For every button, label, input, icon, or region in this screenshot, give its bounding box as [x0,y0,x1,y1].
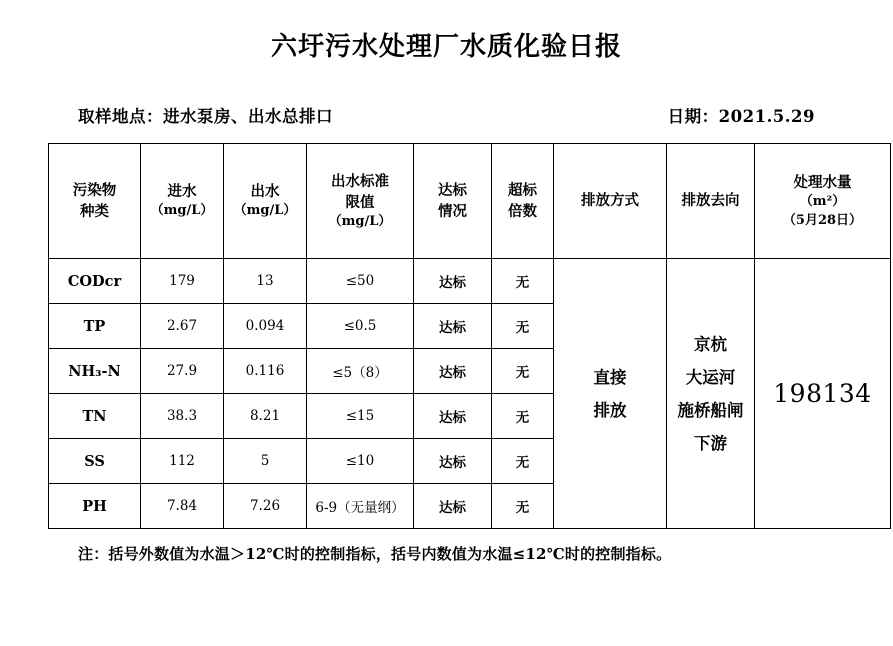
header-influent-unit: （mg/L） [150,203,214,219]
header-discharge-destination: 排放去向 [667,144,755,259]
report-page [0,26,893,646]
cell-limit: ≤15 [307,394,414,439]
cell-exceed: 无 [492,394,554,439]
report-date: 日期：2021.5.29 [667,107,815,126]
header-limit-line2: 限值 [345,193,375,211]
cell-discharge-destination [667,259,755,529]
cell-limit: ≤5（8） [307,349,414,394]
cell-influent: 2.67 [141,304,224,349]
header-influent-line1: 进水 [167,183,197,201]
report-meta [48,103,845,127]
header-discharge-mode: 排放方式 [554,144,667,259]
header-effluent [224,144,307,259]
header-status-line1: 达标 [438,181,467,199]
cell-status: 达标 [414,439,492,484]
cell-influent: 112 [141,439,224,484]
header-treated-volume [755,144,891,259]
header-effluent-line1: 出水 [250,183,280,201]
cell-exceed: 无 [492,439,554,484]
cell-pollutant: TN [49,394,141,439]
header-status [414,144,492,259]
table-body [49,259,891,529]
cell-treated-volume: 198134 [755,259,891,529]
cell-status: 达标 [414,394,492,439]
water-quality-table [48,143,891,529]
table-header [49,144,891,259]
header-limit [307,144,414,259]
cell-status: 达标 [414,349,492,394]
cell-limit: 6-9（无量纲） [307,484,414,529]
cell-pollutant: CODcr [49,259,141,304]
cell-exceed: 无 [492,349,554,394]
cell-pollutant: TP [49,304,141,349]
cell-influent: 27.9 [141,349,224,394]
cell-limit: ≤0.5 [307,304,414,349]
cell-limit: ≤50 [307,259,414,304]
cell-exceed: 无 [492,484,554,529]
discharge-dest-line1: 京杭 [694,334,727,354]
cell-status: 达标 [414,259,492,304]
discharge-dest-line3: 施桥船闸 [677,400,744,420]
sampling-location: 取样地点：进水泵房、出水总排口 [78,107,333,126]
header-exceed [492,144,554,259]
header-volume-line1: 处理水量 [793,173,852,191]
cell-status: 达标 [414,484,492,529]
header-limit-line1: 出水标准 [331,172,389,190]
discharge-mode-line2: 排放 [593,400,627,420]
cell-effluent: 0.094 [224,304,307,349]
header-exceed-line2: 倍数 [508,203,537,220]
header-effluent-unit: （mg/L） [233,203,297,219]
cell-limit: ≤10 [307,439,414,484]
cell-influent: 179 [141,259,224,304]
table-header-row [49,144,891,259]
header-status-line2: 情况 [438,203,467,220]
discharge-mode-line1: 直接 [593,367,627,387]
cell-status: 达标 [414,304,492,349]
cell-pollutant: NH₃-N [49,349,141,394]
header-volume-line3: （5月28日） [782,212,863,228]
header-exceed-line1: 超标 [508,181,537,199]
cell-effluent: 7.26 [224,484,307,529]
table-footnote: 注：括号外数值为水温＞12℃时的控制指标，括号内数值为水温≤12℃时的控制指标。 [78,545,672,563]
header-pollutant-line1: 污染物 [72,181,117,199]
cell-influent: 7.84 [141,484,224,529]
page-title: 六圩污水处理厂水质化验日报 [270,32,622,62]
cell-pollutant: SS [49,439,141,484]
cell-exceed: 无 [492,304,554,349]
table-row [49,259,891,304]
discharge-dest-line2: 大运河 [685,367,736,387]
cell-discharge-mode [554,259,667,529]
cell-effluent: 0.116 [224,349,307,394]
cell-pollutant: PH [49,484,141,529]
discharge-dest-line4: 下游 [694,433,727,453]
cell-effluent: 8.21 [224,394,307,439]
cell-influent: 38.3 [141,394,224,439]
header-pollutant [49,144,141,259]
header-limit-unit: （mg/L） [328,213,392,229]
header-volume-line2: （m²） [799,193,846,209]
cell-effluent: 13 [224,259,307,304]
cell-effluent: 5 [224,439,307,484]
header-influent [141,144,224,259]
cell-exceed: 无 [492,259,554,304]
header-pollutant-line2: 种类 [80,203,109,220]
